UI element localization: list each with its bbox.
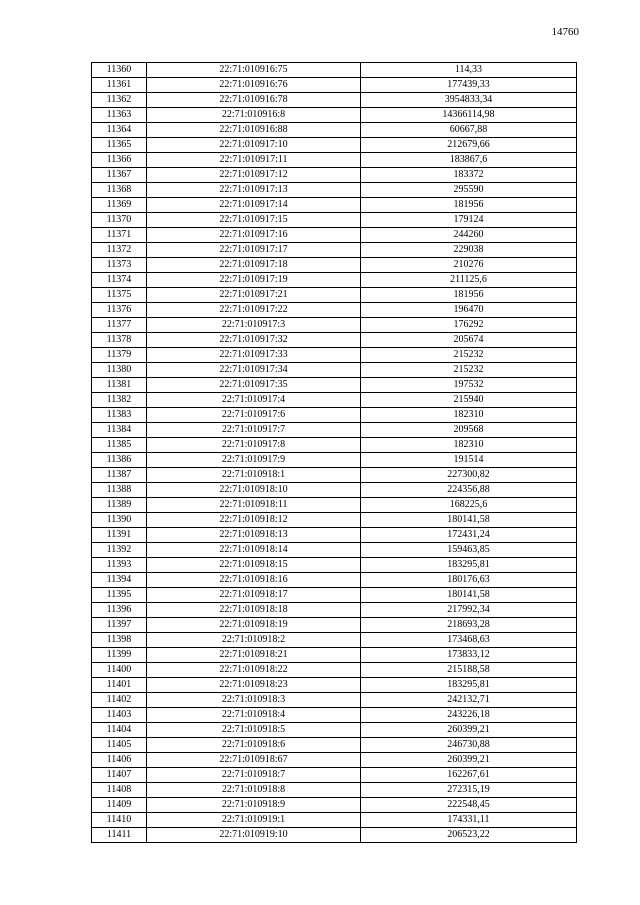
cadastral-value-cell: 243226,18 — [361, 708, 577, 723]
cadastral-value-cell: 205674 — [361, 333, 577, 348]
cadastral-value-cell: 295590 — [361, 183, 577, 198]
cadastral-number-cell: 22:71:010918:18 — [147, 603, 361, 618]
table-row — [92, 813, 577, 828]
cadastral-number-cell: 22:71:010916:76 — [147, 78, 361, 93]
row-number-cell: 11369 — [92, 198, 147, 213]
cadastral-value-cell: 211125,6 — [361, 273, 577, 288]
cadastral-value-cell: 212679,66 — [361, 138, 577, 153]
cadastral-number-cell: 22:71:010917:14 — [147, 198, 361, 213]
table-row — [92, 603, 577, 618]
cadastral-value-cell: 260399,21 — [361, 723, 577, 738]
cadastral-value-cell: 168225,6 — [361, 498, 577, 513]
table-row — [92, 378, 577, 393]
cadastral-value-cell: 209568 — [361, 423, 577, 438]
table-row — [92, 108, 577, 123]
cadastral-number-cell: 22:71:010918:67 — [147, 753, 361, 768]
cadastral-number-cell: 22:71:010918:19 — [147, 618, 361, 633]
table-row — [92, 498, 577, 513]
cadastral-value-cell: 173468,63 — [361, 633, 577, 648]
row-number-cell: 11397 — [92, 618, 147, 633]
cadastral-value-cell: 181956 — [361, 198, 577, 213]
row-number-cell: 11380 — [92, 363, 147, 378]
cadastral-value-cell: 191514 — [361, 453, 577, 468]
table-row — [92, 558, 577, 573]
cadastral-number-cell: 22:71:010916:8 — [147, 108, 361, 123]
cadastral-value-cell: 215232 — [361, 348, 577, 363]
cadastral-number-cell: 22:71:010918:22 — [147, 663, 361, 678]
row-number-cell: 11387 — [92, 468, 147, 483]
cadastral-number-cell: 22:71:010917:13 — [147, 183, 361, 198]
cadastral-value-cell: 162267,61 — [361, 768, 577, 783]
cadastral-number-cell: 22:71:010918:21 — [147, 648, 361, 663]
table-row — [92, 513, 577, 528]
cadastral-value-cell: 60667,88 — [361, 123, 577, 138]
table-row — [92, 723, 577, 738]
cadastral-number-cell: 22:71:010917:18 — [147, 258, 361, 273]
table-row — [92, 243, 577, 258]
row-number-cell: 11379 — [92, 348, 147, 363]
cadastral-value-cell: 242132,71 — [361, 693, 577, 708]
cadastral-number-cell: 22:71:010917:34 — [147, 363, 361, 378]
row-number-cell: 11411 — [92, 828, 147, 843]
row-number-cell: 11377 — [92, 318, 147, 333]
table-row — [92, 693, 577, 708]
table-row — [92, 588, 577, 603]
cadastral-value-cell: 244260 — [361, 228, 577, 243]
row-number-cell: 11388 — [92, 483, 147, 498]
row-number-cell: 11398 — [92, 633, 147, 648]
table-row — [92, 273, 577, 288]
cadastral-number-cell: 22:71:010918:23 — [147, 678, 361, 693]
cadastral-number-cell: 22:71:010917:3 — [147, 318, 361, 333]
cadastral-number-cell: 22:71:010917:11 — [147, 153, 361, 168]
cadastral-number-cell: 22:71:010917:16 — [147, 228, 361, 243]
cadastral-value-cell: 177439,33 — [361, 78, 577, 93]
cadastral-number-cell: 22:71:010917:4 — [147, 393, 361, 408]
cadastral-number-cell: 22:71:010917:15 — [147, 213, 361, 228]
row-number-cell: 11375 — [92, 288, 147, 303]
cadastral-value-cell: 272315,19 — [361, 783, 577, 798]
row-number-cell: 11370 — [92, 213, 147, 228]
row-number-cell: 11363 — [92, 108, 147, 123]
cadastral-number-cell: 22:71:010918:15 — [147, 558, 361, 573]
cadastral-value-cell: 181956 — [361, 288, 577, 303]
row-number-cell: 11376 — [92, 303, 147, 318]
page-number: 14760 — [551, 26, 579, 38]
cadastral-number-cell: 22:71:010917:22 — [147, 303, 361, 318]
cadastral-number-cell: 22:71:010916:75 — [147, 63, 361, 78]
row-number-cell: 11385 — [92, 438, 147, 453]
cadastral-number-cell: 22:71:010918:10 — [147, 483, 361, 498]
table-row — [92, 348, 577, 363]
cadastral-number-cell: 22:71:010918:2 — [147, 633, 361, 648]
table-row — [92, 333, 577, 348]
cadastral-number-cell: 22:71:010918:7 — [147, 768, 361, 783]
row-number-cell: 11374 — [92, 273, 147, 288]
cadastral-number-cell: 22:71:010918:12 — [147, 513, 361, 528]
cadastral-value-cell: 172431,24 — [361, 528, 577, 543]
row-number-cell: 11361 — [92, 78, 147, 93]
cadastral-number-cell: 22:71:010916:88 — [147, 123, 361, 138]
table-row — [92, 138, 577, 153]
cadastral-value-cell: 215232 — [361, 363, 577, 378]
table-row — [92, 258, 577, 273]
table-body — [92, 63, 577, 843]
row-number-cell: 11365 — [92, 138, 147, 153]
cadastral-value-cell: 179124 — [361, 213, 577, 228]
table-row — [92, 363, 577, 378]
cadastral-number-cell: 22:71:010917:10 — [147, 138, 361, 153]
row-number-cell: 11391 — [92, 528, 147, 543]
table-row — [92, 288, 577, 303]
row-number-cell: 11402 — [92, 693, 147, 708]
cadastral-number-cell: 22:71:010917:9 — [147, 453, 361, 468]
table-row — [92, 168, 577, 183]
table-row — [92, 453, 577, 468]
table-row — [92, 183, 577, 198]
cadastral-value-cell: 218693,28 — [361, 618, 577, 633]
table-row — [92, 678, 577, 693]
row-number-cell: 11366 — [92, 153, 147, 168]
table-row — [92, 768, 577, 783]
row-number-cell: 11394 — [92, 573, 147, 588]
cadastral-value-cell: 210276 — [361, 258, 577, 273]
row-number-cell: 11373 — [92, 258, 147, 273]
cadastral-number-cell: 22:71:010919:10 — [147, 828, 361, 843]
cadastral-number-cell: 22:71:010918:9 — [147, 798, 361, 813]
cadastral-number-cell: 22:71:010917:33 — [147, 348, 361, 363]
table-row — [92, 708, 577, 723]
row-number-cell: 11410 — [92, 813, 147, 828]
row-number-cell: 11393 — [92, 558, 147, 573]
table-row — [92, 318, 577, 333]
cadastral-number-cell: 22:71:010918:14 — [147, 543, 361, 558]
cadastral-number-cell: 22:71:010917:19 — [147, 273, 361, 288]
row-number-cell: 11406 — [92, 753, 147, 768]
cadastral-number-cell: 22:71:010918:1 — [147, 468, 361, 483]
cadastral-value-cell: 222548,45 — [361, 798, 577, 813]
cadastral-value-cell: 176292 — [361, 318, 577, 333]
row-number-cell: 11401 — [92, 678, 147, 693]
cadastral-number-cell: 22:71:010918:13 — [147, 528, 361, 543]
row-number-cell: 11364 — [92, 123, 147, 138]
cadastral-number-cell: 22:71:010917:8 — [147, 438, 361, 453]
row-number-cell: 11371 — [92, 228, 147, 243]
cadastral-value-cell: 183295,81 — [361, 678, 577, 693]
cadastral-value-cell: 197532 — [361, 378, 577, 393]
cadastral-value-cell: 260399,21 — [361, 753, 577, 768]
row-number-cell: 11396 — [92, 603, 147, 618]
cadastral-number-cell: 22:71:010917:6 — [147, 408, 361, 423]
row-number-cell: 11408 — [92, 783, 147, 798]
cadastral-value-cell: 183295,81 — [361, 558, 577, 573]
table-row — [92, 528, 577, 543]
cadastral-number-cell: 22:71:010917:12 — [147, 168, 361, 183]
row-number-cell: 11395 — [92, 588, 147, 603]
table-row — [92, 618, 577, 633]
table-row — [92, 468, 577, 483]
row-number-cell: 11383 — [92, 408, 147, 423]
cadastral-number-cell: 22:71:010919:1 — [147, 813, 361, 828]
row-number-cell: 11381 — [92, 378, 147, 393]
table-row — [92, 438, 577, 453]
cadastral-value-cell: 183867,6 — [361, 153, 577, 168]
row-number-cell: 11409 — [92, 798, 147, 813]
cadastral-value-cell: 182310 — [361, 408, 577, 423]
row-number-cell: 11386 — [92, 453, 147, 468]
cadastral-value-cell: 180176,63 — [361, 573, 577, 588]
row-number-cell: 11360 — [92, 63, 147, 78]
row-number-cell: 11403 — [92, 708, 147, 723]
cadastral-value-cell: 14366114,98 — [361, 108, 577, 123]
cadastral-value-cell: 159463,85 — [361, 543, 577, 558]
cadastral-number-cell: 22:71:010918:3 — [147, 693, 361, 708]
table-row — [92, 393, 577, 408]
cadastral-number-cell: 22:71:010917:32 — [147, 333, 361, 348]
table-row — [92, 408, 577, 423]
cadastral-value-cell: 173833,12 — [361, 648, 577, 663]
table-row — [92, 783, 577, 798]
cadastral-value-cell: 206523,22 — [361, 828, 577, 843]
row-number-cell: 11372 — [92, 243, 147, 258]
row-number-cell: 11382 — [92, 393, 147, 408]
row-number-cell: 11389 — [92, 498, 147, 513]
row-number-cell: 11407 — [92, 768, 147, 783]
cadastral-number-cell: 22:71:010917:17 — [147, 243, 361, 258]
row-number-cell: 11390 — [92, 513, 147, 528]
cadastral-value-cell: 183372 — [361, 168, 577, 183]
cadastral-value-cell: 227300,82 — [361, 468, 577, 483]
row-number-cell: 11404 — [92, 723, 147, 738]
table-row — [92, 663, 577, 678]
table-row — [92, 738, 577, 753]
cadastral-value-cell: 180141,58 — [361, 588, 577, 603]
table-row — [92, 753, 577, 768]
table-row — [92, 828, 577, 843]
table-row — [92, 423, 577, 438]
table-row — [92, 78, 577, 93]
table-row — [92, 633, 577, 648]
cadastral-value-cell: 180141,58 — [361, 513, 577, 528]
table-row — [92, 63, 577, 78]
cadastral-value-table — [91, 62, 577, 843]
cadastral-value-cell: 114,33 — [361, 63, 577, 78]
table-row — [92, 93, 577, 108]
table-row — [92, 198, 577, 213]
table-row — [92, 543, 577, 558]
row-number-cell: 11378 — [92, 333, 147, 348]
cadastral-value-cell: 174331,11 — [361, 813, 577, 828]
row-number-cell: 11368 — [92, 183, 147, 198]
row-number-cell: 11392 — [92, 543, 147, 558]
table-row — [92, 153, 577, 168]
cadastral-number-cell: 22:71:010918:17 — [147, 588, 361, 603]
table-row — [92, 573, 577, 588]
cadastral-value-cell: 246730,88 — [361, 738, 577, 753]
cadastral-number-cell: 22:71:010917:21 — [147, 288, 361, 303]
cadastral-number-cell: 22:71:010916:78 — [147, 93, 361, 108]
table-row — [92, 648, 577, 663]
row-number-cell: 11400 — [92, 663, 147, 678]
row-number-cell: 11384 — [92, 423, 147, 438]
cadastral-value-cell: 224356,88 — [361, 483, 577, 498]
row-number-cell: 11399 — [92, 648, 147, 663]
cadastral-number-cell: 22:71:010917:35 — [147, 378, 361, 393]
table-row — [92, 228, 577, 243]
cadastral-value-cell: 215940 — [361, 393, 577, 408]
row-number-cell: 11405 — [92, 738, 147, 753]
table-row — [92, 798, 577, 813]
cadastral-number-cell: 22:71:010918:16 — [147, 573, 361, 588]
table-row — [92, 123, 577, 138]
cadastral-number-cell: 22:71:010918:11 — [147, 498, 361, 513]
cadastral-number-cell: 22:71:010917:7 — [147, 423, 361, 438]
cadastral-value-cell: 3954833,34 — [361, 93, 577, 108]
cadastral-value-cell: 229038 — [361, 243, 577, 258]
cadastral-number-cell: 22:71:010918:6 — [147, 738, 361, 753]
cadastral-value-cell: 182310 — [361, 438, 577, 453]
cadastral-value-cell: 215188,58 — [361, 663, 577, 678]
row-number-cell: 11362 — [92, 93, 147, 108]
cadastral-number-cell: 22:71:010918:8 — [147, 783, 361, 798]
row-number-cell: 11367 — [92, 168, 147, 183]
cadastral-value-cell: 217992,34 — [361, 603, 577, 618]
cadastral-value-cell: 196470 — [361, 303, 577, 318]
cadastral-number-cell: 22:71:010918:5 — [147, 723, 361, 738]
table-row — [92, 483, 577, 498]
table-row — [92, 303, 577, 318]
cadastral-number-cell: 22:71:010918:4 — [147, 708, 361, 723]
table-row — [92, 213, 577, 228]
